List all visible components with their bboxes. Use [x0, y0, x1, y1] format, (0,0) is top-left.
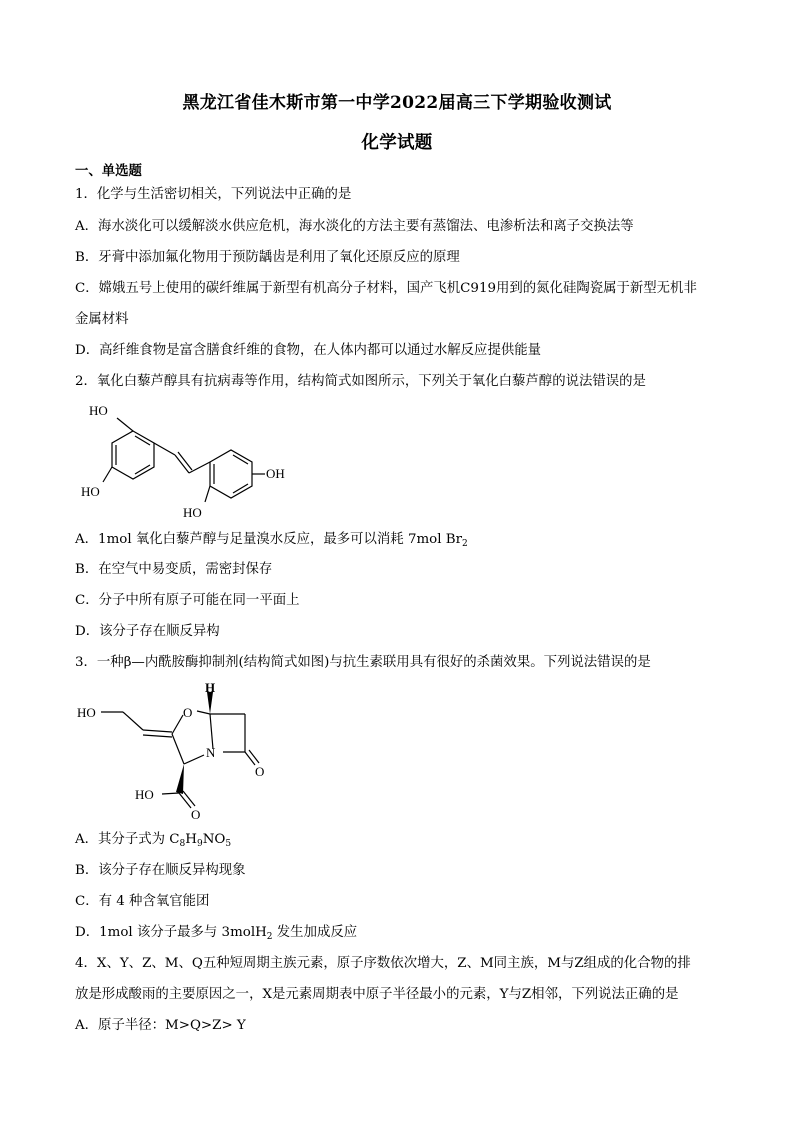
q3-label-ring-o: O	[183, 705, 193, 720]
q1-option-a: A．海水淡化可以缓解淡水供应危机，海水淡化的方法主要有蒸馏法、电渗析法和离子交换法等	[75, 219, 634, 234]
exam-subtitle: 化学试题	[361, 133, 433, 153]
q2-label-ho-top: HO	[89, 403, 108, 418]
q3-label-n: N	[206, 745, 216, 760]
q2-option-b: B．在空气中易变质，需密封保存	[75, 562, 273, 577]
q1-option-c: C．嫦娥五号上使用的碳纤维属于新型有机高分子材料，国产飞机C919用到的氮化硅陶瓷属于新型无机非	[75, 281, 697, 296]
q3-label-acid-o: O	[191, 807, 201, 822]
q4-stem-cont: 放是形成酸雨的主要原因之一，X是元素周期表中原子半径最小的元素，Y与Z相邻，下列说法正确的是	[75, 987, 679, 1002]
q3-structure-diagram	[75, 675, 295, 825]
section-heading: 一、单选题	[75, 163, 142, 179]
q1-option-b: B．牙膏中添加氟化物用于预防龋齿是利用了氧化还原反应的原理	[75, 250, 460, 265]
q2-option-a: A．1mol 氧化白藜芦醇与足量溴水反应，最多可以消耗 7mol $Br_2$	[75, 532, 468, 549]
q3-option-a: A．其分子式为 $C_8H_9NO_5$	[75, 832, 232, 849]
q3-stem: 3．一种β—内酰胺酶抑制剂(结构简式如图)与抗生素联用具有很好的杀菌效果。下列说法错误的是	[75, 655, 651, 670]
q3-option-b: B．该分子存在顺反异构现象	[75, 863, 246, 878]
q1-stem: 1．化学与生活密切相关，下列说法中正确的是	[75, 187, 352, 202]
q2-label-ho-bottom: HO	[81, 484, 100, 499]
q3-label-h: H	[205, 680, 216, 695]
q3-label-ho-chain: HO	[77, 705, 96, 720]
q2-option-c: C．分子中所有原子可能在同一平面上	[75, 593, 300, 608]
q2-label-ho-ortho: HO	[183, 505, 202, 520]
q3-option-c: C．有 4 种含氧官能团	[75, 894, 210, 909]
q3-label-carbonyl-o: O	[255, 764, 265, 779]
q2-structure-diagram	[75, 398, 305, 528]
q1-option-c-cont: 金属材料	[75, 312, 129, 327]
q3-option-d: D．1mol 该分子最多与 3molH$_2$ 发生加成反应	[75, 925, 358, 942]
q3-label-ho-acid: HO	[135, 787, 154, 802]
q4-option-a: A．原子半径：M>Q>Z> Y	[75, 1018, 246, 1033]
q4-stem: 4．X、Y、Z、M、Q五种短周期主族元素，原子序数依次增大，Z、M同主族，M与Z组成的化合物的排	[75, 956, 691, 971]
q2-label-oh-right: OH	[266, 466, 285, 481]
q2-option-d: D．该分子存在顺反异构	[75, 624, 220, 639]
q2-stem: 2．氧化白藜芦醇具有抗病毒等作用，结构简式如图所示，下列关于氧化白藜芦醇的说法错误的是	[75, 374, 646, 389]
q1-option-d: D．高纤维食物是富含膳食纤维的食物，在人体内都可以通过水解反应提供能量	[75, 343, 542, 358]
exam-title: 黑龙江省佳木斯市第一中学2022届高三下学期验收测试	[182, 93, 612, 113]
